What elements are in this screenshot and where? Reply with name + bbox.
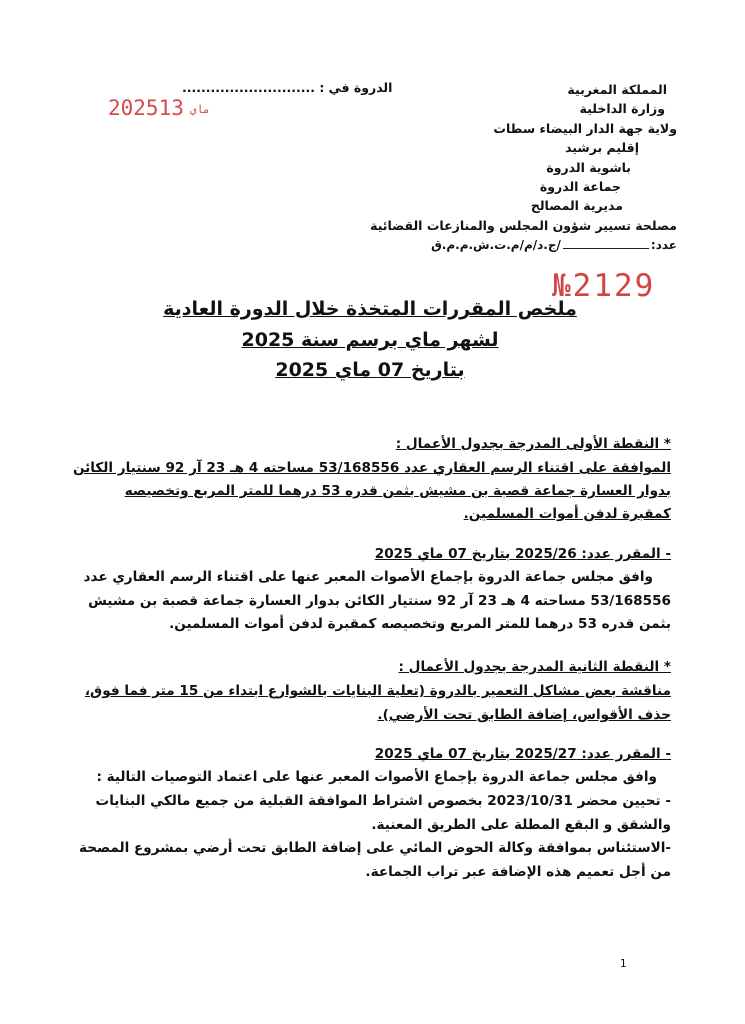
decision-text: والشقق و البقع المطلة على الطريق المعنية. (371, 817, 671, 833)
decision-text: -الاستئناس بموافقة وكالة الحوض المائي على إضافة الطابق تحت أرضي بمشروع المصحة (78, 840, 671, 856)
header-line: باشوية الدروة (546, 159, 631, 175)
header-line: وزارة الداخلية (579, 101, 665, 117)
decision-heading (375, 546, 671, 562)
decision-text: وافق مجلس جماعة الدروة بإجماع الأصوات المعبر عنها على اعتماد التوصيات التالية : (96, 769, 657, 785)
decision-text: 53/168556 مساحته 4 هـ 23 آر 92 سنتيار الكائن بدوار العسارة جماعة قصبة بن مشيش (88, 593, 671, 609)
date-stamp-year: 2025 (108, 96, 159, 120)
reference-number-code: /ج.د/م/م.ت.ش.م.م.ق (431, 238, 561, 252)
place-date-label: الدروة في : (319, 80, 393, 95)
document-title-line2: لشهر ماي برسم سنة 2025 (241, 329, 499, 351)
decision-heading-text: - المقرر عدد: 2025/27 بتاريخ 07 ماي 2025 (374, 746, 671, 762)
agenda-point-heading: * النقطة الأولى المدرجة بجدول الأعمال : (395, 436, 671, 452)
document-title: ملخص المقررات المتخذة خلال الدورة العادية (163, 298, 577, 320)
decision-text: من أجل تعميم هذه الإضافة عبر تراب الجماعة. (365, 864, 671, 880)
agenda-point-text: الموافقة على اقتناء الرسم العقاري عدد 53/168556 مساحته 4 هـ 23 آر 92 سنتيار الكائن (72, 460, 671, 476)
reference-number-blank (563, 248, 649, 249)
document-title-line3: بتاريخ 07 ماي 2025 (275, 359, 465, 381)
agenda-point-text: مناقشة بعض مشاكل التعمير بالدروة (تعلية البنايات بالشوارع ابتداء من 15 متر فما فوق، (84, 683, 671, 699)
header-line: إقليم برشيد (565, 140, 639, 156)
reference-number (431, 238, 677, 252)
date-stamp-day: 13 (158, 96, 184, 120)
agenda-point-text: كمقبرة لدفن أموات المسلمين. (463, 506, 671, 522)
header-line: المملكة المغربية (567, 82, 667, 97)
agenda-point-text: حذف الأقواس، إضافة الطابق تحت الأرضي). (377, 707, 671, 723)
header-line: مديرية المصالح (530, 198, 623, 214)
decision-text: وافق مجلس جماعة الدروة بإجماع الأصوات المعبر عنها على اقتناء الرسم العقاري عدد (83, 569, 653, 585)
decision-text: بثمن قدره 53 درهما للمتر المربع وتخصيصه كمقبرة لدفن أموات المسلمين. (169, 616, 671, 632)
agenda-point-text: بدوار العسارة جماعة قصبة بن مشيش بثمن قدره 53 درهما للمتر المربع وتخصيصه (124, 483, 671, 499)
date-stamp-month: ماي (189, 102, 210, 116)
registration-number-stamp: №2129 (552, 268, 656, 304)
place-date-line (182, 80, 392, 95)
agenda-point-heading: * النقطة الثانية المدرجة بجدول الأعمال : (398, 659, 671, 675)
decision-heading (375, 746, 671, 762)
decision-text: - تحيين محضر 2023/10/31 بخصوص اشتراط الموافقة القبلية من جميع مالكي البنايات (95, 793, 671, 809)
header-line: جماعة الدروة (539, 179, 621, 195)
issuing-authority-header (347, 80, 677, 235)
date-stamp (108, 96, 216, 120)
header-line: مصلحة تسيير شؤون المجلس والمنازعات القضائية (370, 217, 677, 233)
reference-number-label: عدد: (650, 238, 677, 252)
page-number: 1 (620, 958, 627, 970)
header-line: ولاية جهة الدار البيضاء سطات (493, 120, 677, 136)
place-date-dots: ............................ (182, 80, 315, 95)
decision-heading-text: - المقرر عدد: 2025/26 بتاريخ 07 ماي 2025 (374, 546, 671, 562)
